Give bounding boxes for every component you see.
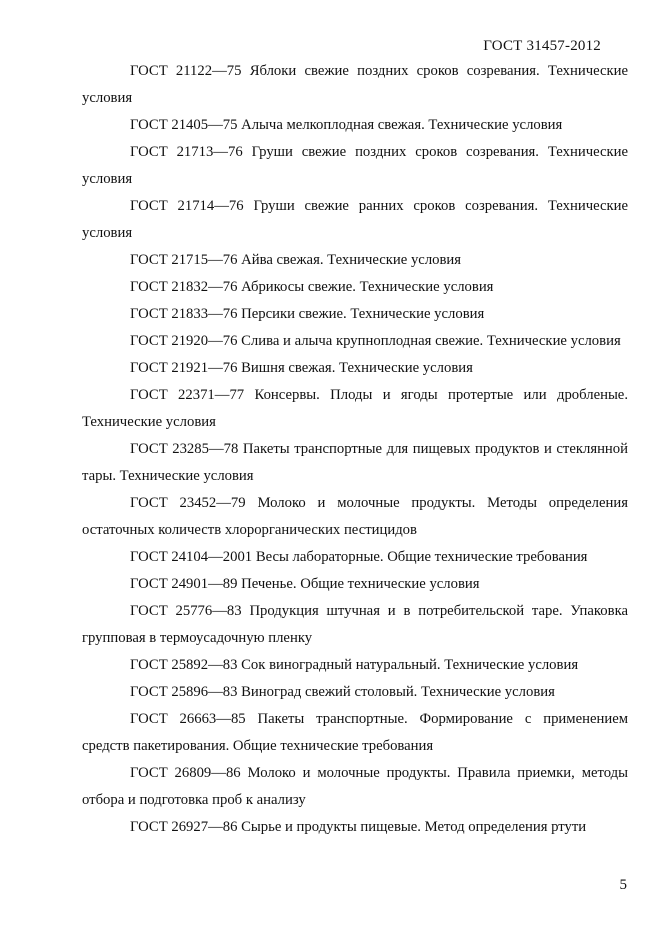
reference-entry: [82, 301, 628, 328]
reference-title: Пакеты транспортные для пищевых продуктов и стеклянной тары. Технические условия: [82, 441, 628, 484]
reference-title: Виноград свежий столовый. Технические условия: [241, 684, 555, 700]
reference-entry: [82, 58, 628, 112]
standard-code: ГОСТ 31457-2012: [483, 38, 601, 54]
reference-code: ГОСТ 21832—76: [130, 279, 238, 295]
reference-entry: [82, 247, 628, 274]
reference-entry: [82, 112, 628, 139]
reference-entry: [82, 328, 628, 355]
reference-title: Сок виноградный натуральный. Технические условия: [241, 657, 579, 673]
reference-entry: [82, 571, 628, 598]
reference-entry: [82, 193, 628, 247]
reference-title: Вишня свежая. Технические условия: [241, 360, 473, 376]
page-number: 5: [619, 877, 627, 893]
reference-entry: [82, 382, 628, 436]
reference-entry: [82, 544, 628, 571]
reference-code: ГОСТ 26663—85: [130, 711, 246, 727]
reference-code: ГОСТ 24104—2001: [130, 549, 253, 565]
reference-code: ГОСТ 21921—76: [130, 360, 238, 376]
reference-entry: [82, 598, 628, 652]
reference-code: ГОСТ 24901—89: [130, 576, 238, 592]
reference-code: ГОСТ 21405—75: [130, 117, 238, 133]
reference-entry: [82, 139, 628, 193]
reference-code: ГОСТ 25892—83: [130, 657, 238, 673]
normative-references-list: [82, 58, 628, 841]
reference-code: ГОСТ 21920—76: [130, 333, 238, 349]
reference-title: Продукция штучная и в потребительской таре. Упаковка групповая в термоусадочную пленку: [82, 603, 628, 646]
reference-code: ГОСТ 25776—83: [130, 603, 242, 619]
reference-entry: [82, 814, 628, 841]
reference-code: ГОСТ 23285—78: [130, 441, 239, 457]
reference-title: Яблоки свежие поздних сроков созревания. Технические условия: [82, 63, 629, 106]
reference-code: ГОСТ 25896—83: [130, 684, 238, 700]
reference-title: Алыча мелкоплодная свежая. Технические условия: [241, 117, 563, 133]
reference-title: Груши свежие поздних сроков созревания. Технические условия: [82, 144, 628, 187]
reference-title: Молоко и молочные продукты. Методы определения остаточных количеств хлорорганических пестицидов: [82, 495, 628, 538]
reference-code: ГОСТ 26927—86: [130, 819, 238, 835]
reference-entry: [82, 706, 628, 760]
reference-entry: [82, 355, 628, 382]
reference-code: ГОСТ 22371—77: [130, 387, 245, 403]
reference-entry: [82, 436, 628, 490]
reference-entry: [82, 679, 628, 706]
reference-code: ГОСТ 21713—76: [130, 144, 243, 160]
reference-title: Груши свежие ранних сроков созревания. Технические условия: [82, 198, 629, 241]
document-header: [483, 38, 601, 55]
reference-title: Молоко и молочные продукты. Правила приемки, методы отбора и подготовка проб к анализу: [82, 765, 628, 808]
reference-code: ГОСТ 23452—79: [130, 495, 246, 511]
reference-title: Слива и алыча крупноплодная свежие. Технические условия: [241, 333, 621, 349]
reference-entry: [82, 760, 628, 814]
reference-entry: [82, 274, 628, 301]
reference-code: ГОСТ 21715—76: [130, 252, 238, 268]
reference-title: Пакеты транспортные. Формирование с применением средств пакетирования. Общие технические требования: [82, 711, 629, 754]
reference-code: ГОСТ 21122—75: [130, 63, 242, 79]
reference-title: Сырье и продукты пищевые. Метод определения ртути: [241, 819, 587, 835]
reference-title: Печенье. Общие технические условия: [241, 576, 480, 592]
reference-title: Персики свежие. Технические условия: [241, 306, 485, 322]
reference-entry: [82, 652, 628, 679]
reference-code: ГОСТ 21833—76: [130, 306, 238, 322]
reference-code: ГОСТ 21714—76: [130, 198, 244, 214]
reference-title: Консервы. Плоды и ягоды протертые или дробленые. Технические условия: [82, 387, 629, 430]
reference-title: Айва свежая. Технические условия: [241, 252, 462, 268]
reference-title: Весы лабораторные. Общие технические требования: [255, 549, 588, 565]
reference-title: Абрикосы свежие. Технические условия: [241, 279, 494, 295]
reference-code: ГОСТ 26809—86: [130, 765, 241, 781]
reference-entry: [82, 490, 628, 544]
